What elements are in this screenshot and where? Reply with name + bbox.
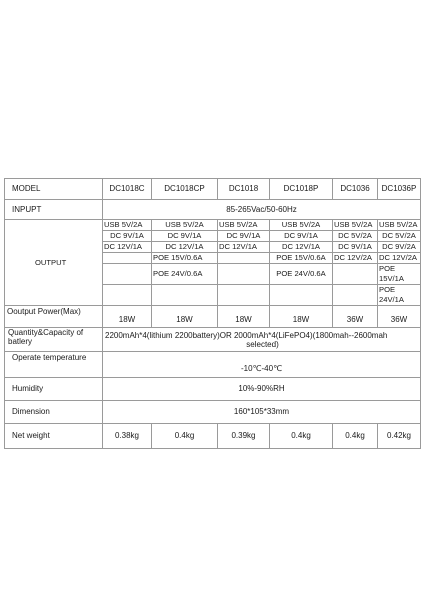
output-cell: DC 9V/1A [270,231,333,242]
output-cell: USB 5V/2A [378,220,421,231]
output-cell: POE 24V/0.6A [270,264,333,285]
output-cell [333,264,378,285]
capacity-value [103,328,421,352]
output-cell: POE 24V/0.6A [152,264,218,285]
output-cell [103,264,152,285]
output-cell [218,253,270,264]
net-weight-cell: 0.38kg [103,424,152,449]
capacity-value-line: 2200mAh*4(lithium 2200battery)OR 2000mAh*4(LiFePO4)(1800mah--2600mah [105,330,388,340]
output-cell [103,253,152,264]
dimension-value: 160*105*33mm [103,401,421,424]
output-cell [218,285,270,306]
output-cell: USB 5V/2A [270,220,333,231]
model-cell: DC1018C [103,179,152,200]
output-cell: USB 5V/2A [152,220,218,231]
spec-table [4,178,421,449]
model-cell: DC1018P [270,179,333,200]
output-cell: DC 9V/2A [378,242,421,253]
input-row [5,200,421,220]
humidity-value: 10%-90%RH [103,378,421,401]
output-cell: DC 12V/2A [333,253,378,264]
output-cell: USB 5V/2A [333,220,378,231]
power-cell: 18W [103,306,152,328]
capacity-label-line: Quantity&Capacity of [8,328,84,337]
net-weight-cell: 0.4kg [270,424,333,449]
net-weight-cell: 0.42kg [378,424,421,449]
output-cell: DC 12V/1A [103,242,152,253]
output-cell: DC 9V/1A [333,242,378,253]
input-value: 85-265Vac/50-60Hz [103,200,421,220]
output-cell: USB 5V/2A [218,220,270,231]
capacity-label [5,328,103,352]
power-row [5,306,421,328]
output-cell [103,285,152,306]
output-cell: POE 15V/1A [378,264,421,285]
output-cell [333,285,378,306]
power-cell: 18W [218,306,270,328]
output-label: OUTPUT [5,220,103,306]
output-cell [270,285,333,306]
net-weight-label: Net weight [5,424,103,449]
output-cell [152,285,218,306]
dimension-label: Dimension [5,401,103,424]
net-weight-cell: 0.4kg [333,424,378,449]
output-cell: DC 5V/2A [333,231,378,242]
output-cell: DC 12V/2A [378,253,421,264]
power-cell: 36W [378,306,421,328]
output-cell: DC 9V/1A [103,231,152,242]
power-cell: 18W [270,306,333,328]
output-cell: DC 12V/1A [218,242,270,253]
power-label: Ooutput Power(Max) [5,306,103,328]
temperature-row [5,352,421,378]
humidity-label: Humidity [5,378,103,401]
capacity-row [5,328,421,352]
model-cell: DC1018 [218,179,270,200]
output-cell: DC 9V/1A [152,231,218,242]
temperature-label: Operate temperature [5,352,103,378]
capacity-value-line: selected) [246,339,279,349]
dimension-row [5,401,421,424]
output-cell: POE 15V/0.6A [270,253,333,264]
output-row [5,220,421,231]
output-cell: POE 15V/0.6A [152,253,218,264]
model-label: MODEL [5,179,103,200]
model-cell: DC1036 [333,179,378,200]
capacity-label-line: batlery [8,337,33,346]
net-weight-cell: 0.39kg [218,424,270,449]
net-weight-row [5,424,421,449]
model-row [5,179,421,200]
output-cell: DC 5V/2A [378,231,421,242]
output-cell: DC 12V/1A [152,242,218,253]
temperature-value: -10℃-40℃ [103,352,421,378]
power-cell: 36W [333,306,378,328]
output-cell: DC 9V/1A [218,231,270,242]
humidity-row [5,378,421,401]
model-cell: DC1036P [378,179,421,200]
net-weight-cell: 0.4kg [152,424,218,449]
input-label: INPUPT [5,200,103,220]
power-cell: 18W [152,306,218,328]
model-cell: DC1018CP [152,179,218,200]
output-cell [218,264,270,285]
output-cell: USB 5V/2A [103,220,152,231]
output-cell: POE 24V/1A [378,285,421,306]
output-cell: DC 12V/1A [270,242,333,253]
